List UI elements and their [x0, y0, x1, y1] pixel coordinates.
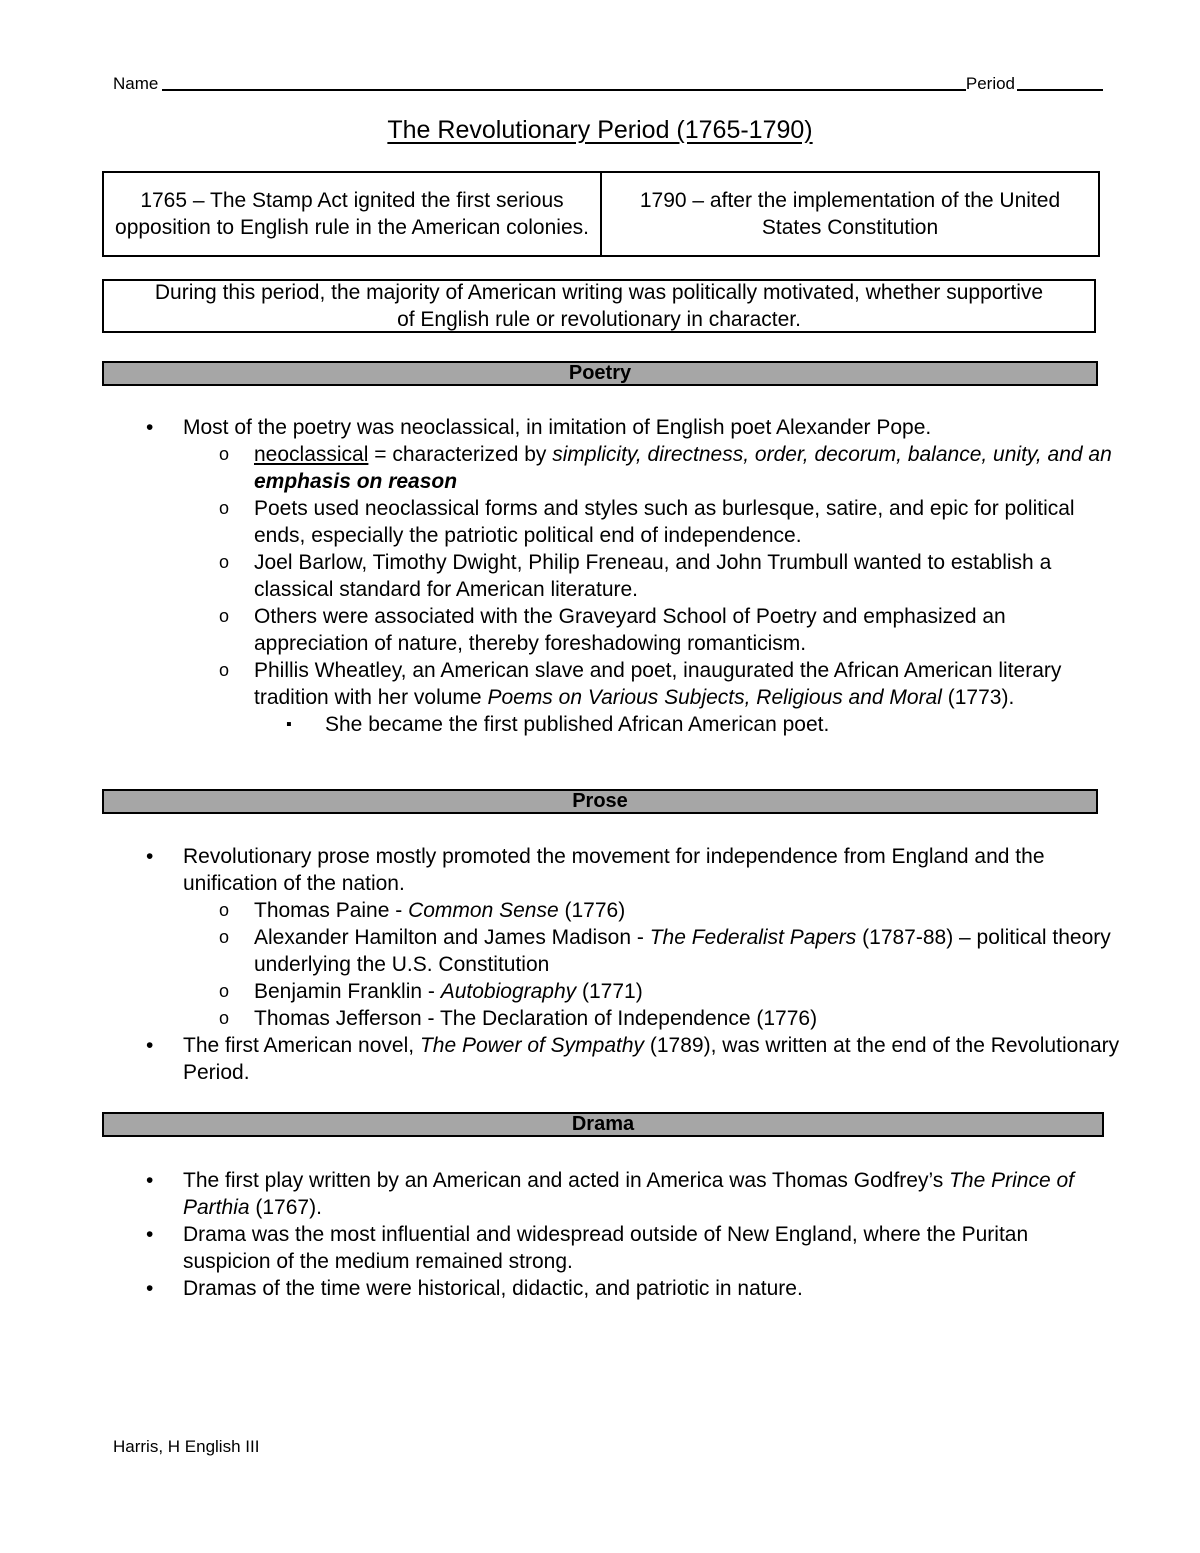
bullet: • — [146, 845, 154, 868]
neoclassical-term: neoclassical — [254, 443, 369, 466]
list-item — [0, 1032, 1120, 1086]
poetry-sub-4: Others were associated with the Graveyard School of Poetry and emphasized an appreciation of nature, thereby foreshadowing romanticism. — [254, 605, 1006, 655]
hamilton-post: (1787-88) – political theory underlying the U.S. Constitution — [254, 926, 1111, 976]
wheatley-pre: Phillis Wheatley, an American slave and poet, inaugurated the African American literary tradition with her volume — [254, 659, 1062, 709]
bullet: • — [146, 1223, 154, 1246]
drama-point-1-title: The Prince of Parthia — [183, 1169, 1074, 1219]
wheatley-detail: She became the first published African American poet. — [325, 713, 830, 736]
bullet: o — [219, 444, 230, 464]
bullet: ▪ — [286, 716, 292, 733]
wheatley-title: Poems on Various Subjects, Religious and Moral — [487, 686, 942, 709]
list-item — [0, 1167, 1120, 1221]
jefferson-item: Thomas Jefferson - The Declaration of Independence (1776) — [254, 1007, 818, 1030]
bullet: • — [146, 1169, 154, 1192]
franklin-pre: Benjamin Franklin - — [254, 980, 441, 1003]
list-item — [0, 1221, 1120, 1275]
bullet: • — [146, 1277, 154, 1300]
bullet: o — [219, 1008, 230, 1028]
poetry-list — [0, 414, 1120, 738]
novel-post: (1789), was written at the end of the Revolutionary Period. — [183, 1034, 1120, 1084]
poetry-point-1: Most of the poetry was neoclassical, in imitation of English poet Alexander Pope. — [183, 416, 932, 439]
paine-title: Common Sense — [408, 899, 559, 922]
neoclassical-def-italic: simplicity, directness, order, decorum, balance, unity, and an — [552, 443, 1112, 466]
neoclassical-def-mid: = characterized by — [368, 443, 553, 466]
novel-pre: The first American novel, — [183, 1034, 420, 1057]
bullet: • — [146, 1034, 154, 1057]
bullet: o — [219, 900, 230, 920]
drama-point-1-pre: The first play written by an American and acted in America was Thomas Godfrey’s — [183, 1169, 950, 1192]
name-label: Name — [113, 74, 159, 93]
drama-heading: Drama — [102, 1112, 1104, 1137]
hamilton-title: The Federalist Papers — [649, 926, 857, 949]
page-title-text: The Revolutionary Period (1765-1790) — [387, 116, 813, 144]
list-item — [183, 657, 1120, 738]
prose-list — [0, 843, 1120, 1086]
list-item — [183, 495, 1120, 549]
list-item — [183, 603, 1120, 657]
period-blank — [1017, 89, 1103, 91]
wheatley-post: (1773). — [941, 686, 1015, 709]
drama-point-2: Drama was the most influential and widespread outside of New England, where the Puritan suspicion of the medium remained strong. — [183, 1223, 1029, 1273]
list-item — [183, 1005, 1120, 1032]
paine-pre: Thomas Paine - — [254, 899, 409, 922]
novel-title: The Power of Sympathy — [419, 1034, 645, 1057]
bullet: o — [219, 981, 230, 1001]
bullet: • — [146, 416, 154, 439]
list-item — [183, 441, 1120, 495]
poetry-sublist — [183, 441, 1120, 738]
bullet: o — [219, 927, 230, 947]
name-blank — [162, 89, 966, 91]
list-item — [0, 414, 1120, 738]
prose-point-1: Revolutionary prose mostly promoted the movement for independence from England and the unification of the nation. — [183, 845, 1045, 895]
list-item — [254, 711, 1120, 738]
page-title — [0, 116, 1200, 145]
list-item — [0, 843, 1120, 1032]
wheatley-sublist — [254, 711, 1120, 738]
bullet: o — [219, 606, 230, 626]
drama-point-3: Dramas of the time were historical, didactic, and patriotic in nature. — [183, 1277, 803, 1300]
hamilton-pre: Alexander Hamilton and James Madison - — [254, 926, 650, 949]
period-summary-box: During this period, the majority of American writing was politically motivated, whether supportive of English rule or revolutionary in character. — [102, 279, 1096, 333]
poetry-heading: Poetry — [102, 361, 1098, 386]
bullet: o — [219, 660, 230, 680]
list-item — [183, 897, 1120, 924]
franklin-post: (1771) — [576, 980, 643, 1003]
list-item — [0, 1275, 1120, 1302]
poetry-sub-3: Joel Barlow, Timothy Dwight, Philip Freneau, and John Trumbull wanted to establish a classical standard for American literature. — [254, 551, 1052, 601]
bullet: o — [219, 498, 230, 518]
poetry-sub-2: Poets used neoclassical forms and styles such as burlesque, satire, and epic for political ends, especially the patriotic political end of independence. — [254, 497, 1075, 547]
drama-list — [0, 1167, 1120, 1302]
name-period-line — [113, 72, 1103, 94]
franklin-title: Autobiography — [440, 980, 577, 1003]
list-item — [183, 978, 1120, 1005]
paine-post: (1776) — [558, 899, 626, 922]
list-item — [183, 549, 1120, 603]
list-item — [183, 924, 1120, 978]
prose-sublist — [183, 897, 1120, 1032]
start-date-cell: 1765 – The Stamp Act ignited the first serious opposition to English rule in the American colonies. — [115, 189, 589, 239]
neoclassical-def-bold: emphasis on reason — [254, 470, 458, 493]
period-label: Period — [965, 74, 1015, 93]
end-date-cell: 1790 – after the implementation of the United States Constitution — [600, 173, 1098, 255]
prose-heading: Prose — [102, 789, 1098, 814]
bullet: o — [219, 552, 230, 572]
date-range-table — [102, 171, 1100, 257]
footer-author: Harris, H English III — [113, 1437, 260, 1456]
drama-point-1-post: (1767). — [249, 1196, 322, 1219]
